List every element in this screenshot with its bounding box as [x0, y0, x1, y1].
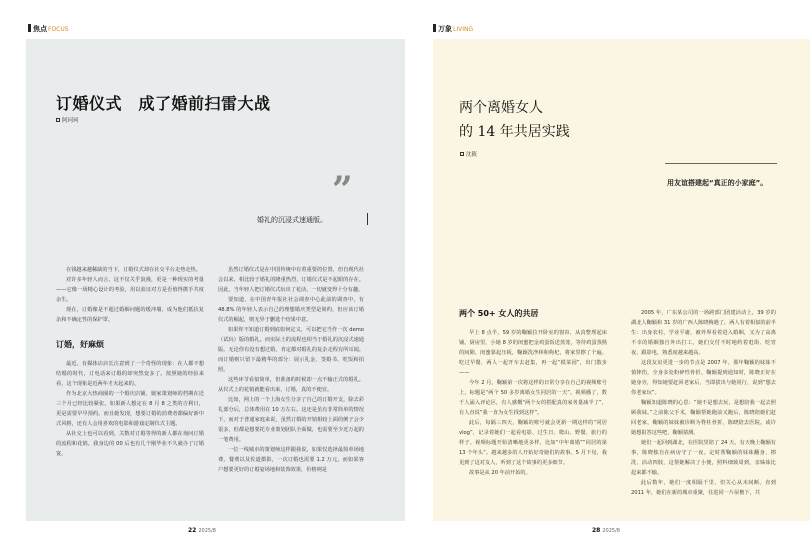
paragraph: 对许多年轻人而言，这不仅关乎浪漫，更是一种现实的考量——它像一场精心设计的考验，用以验证对方是否值得携手共度余生。 [56, 277, 204, 303]
author-square-icon [56, 118, 60, 122]
author-byline: 沈筱 [460, 150, 477, 158]
right-page [405, 0, 810, 551]
issue-date: 2025/8 [602, 528, 620, 534]
page-number: 28 [592, 527, 601, 534]
paragraph: 比如，网上的一个上海女生分享了自己的订婚开支，除去彩礼部分后，总体费用在 10 万左右。这还是虽有非常简单的情况下，而对于普通家庭来说，虽然订婚的开销相较上面的例子会少很多，但都是想要托专业策划团队全面做，也需要至少近万起的一笔费用。 [218, 397, 364, 443]
left-column-2 [218, 265, 364, 475]
quote-mark-icon: ” [332, 169, 353, 211]
right-column-1 [459, 308, 607, 478]
paragraph: 作为北京大热商圈的一个婚庆店铺，她家策划师的档期在近三个月已经比较紧张。如果新人想定在 8 月 8 之类的吉利日，更是需要早早预约。而且她发现，想要订婚的消费者都偏好新中式风格，还有人会用喜欢的电影和游戏定制仪式主题。 [56, 391, 204, 427]
paragraph: 2005 年，广东某公司的一场跨部门团建活动上，39 岁的湖北人鞠颖和 31 岁的广西人陈晓梅遇了。两人有着相似的前半生：出身农村，学业平庸，被外界看着进入婚姻，又为了高离不幸的婚姻独自外出打工。她们交付不时地约着逛街、吃宵夜、跟影电，熟悉度越来越高。 [631, 310, 776, 356]
pull-quote-bar [367, 213, 368, 225]
paragraph: 现在，订婚像是不超过婚姻问题的缓冲墙，成为他们抵抗复杂和不确定性的保护罩。 [56, 307, 204, 323]
pull-quote-rule [665, 163, 777, 164]
paragraph: 这段友谊更进一步的节点是 2007 年。那年鞠颖的妹妹不慎摔伤，全身多处粉碎性骨折。鞠颖提到通知时，陈晓正好在她身旁，得知她要赶回老家后，当即拔出与她同行，说到“想去你老家玩”。 [631, 360, 776, 396]
paragraph: 早上 8 点半，59 岁的鞠颖拉开卧室的窗帘，从真整理起床铺。厨房里，小她 8 岁的闺蜜把金鸡蛋饭送蒸笼，等待鸡蛋蒸熟的间隙，闺蜜靠起压板，鞠颖洗净林和枸杞，将家里擦了个遍。吃过早餐，两人一起开车去赶集，再一起“摸菜园”，出门散步—— [459, 330, 607, 376]
paragraph: 最近，有媒体店店长注意到了一个奇怪的现象：在人都不想结婚的时代，订电话来订婚的却突然变多了。按照她的经验来看，这个现象是近两年才火起来的。 [56, 361, 204, 387]
paragraph: 这些环节看似简单，但准备的时候却一点不输正式的婚礼。从仪式上的花销就能看出来，订婚，真的不便宜。 [218, 377, 364, 393]
paragraph: 鞠颖知道陈晓的心思：“她不是想去玩，是想陪我一起去照顾我妹。”之前陈父手术，鞠颖帮她跑前又跑后，陈晓陪她们赶回老家，鞠颖的妹妹被诊断为脊柱骨折，陈晓陪去医院。或许她想报答这些吧，鞠颖猜测。 [631, 400, 776, 436]
section-label-living: 万象LIVING [433, 24, 473, 34]
pull-quote: 婚礼的沉浸式速通版。 [257, 216, 327, 224]
paragraph: 故事是从 20 年前开始的。 [469, 470, 531, 476]
title-line: 两个离婚女人 [459, 100, 543, 116]
section-heading: 订婚，好麻烦 [56, 340, 104, 349]
section-label-focus: 焦点FOCUS [28, 24, 69, 34]
left-column-1 [56, 265, 204, 459]
article-title [459, 96, 619, 144]
author-square-icon [460, 152, 464, 156]
issue-date: 2025/8 [198, 528, 216, 534]
section-heading: 两个 50+ 女人的共居 [459, 309, 539, 318]
pull-quote: 用友谊搭建起“真正的小家庭”。 [667, 179, 768, 187]
paragraph: 一位一线城市的策划师这样跟我说，如果仅选择最简单场地费、餐费以及佐道摄影，一次订婚也需要 1.2 万元。而如果客户想要更好的订婚宴场地和装饰效果，价格则是 [218, 447, 364, 473]
paragraph: 如果你不知道订婚到底如何定义，可以把它当作一次 demo（试玩）版的婚礼。而实际上的流程也相当于婚礼的沉浸式速通版。无论你有没有想过婚，肯定都对婚礼的复杂走程有所耳闻。而订婚则只留下最精华的部分：展示礼金、签婚书、吃饭和拍照。 [218, 327, 364, 373]
author-byline: 阿珂珂 [56, 116, 79, 124]
section-bar-icon [433, 24, 436, 32]
page-footer [188, 527, 216, 534]
page-footer [592, 527, 620, 534]
paragraph: 要知道，在中国青年报社社会调查中心此前的调查中，有 48.8% 的年轻人表示自己的理想婚庆类型是简约，但应该订婚仪式的崛起，则无异于删选个结果中意。 [218, 297, 364, 323]
title-line: 的 14 年共居实践 [459, 124, 570, 140]
paragraph: 虽然订婚仪式是在中国传统中有着重要的位置，但自现代社会以来，相比较于婚礼的隆重热烈，订婚仪式是不起眼的存在。因此，当年轻人把订婚仪式玩出了花活，一切就变得十分有趣。 [218, 267, 364, 293]
paragraph: 此后数年，她们一度相隔千里，但关心从未间断。直到 2011 年，她们在新的城市重聚，住进同一片屋檐下，共 [631, 480, 776, 496]
right-column-2 [631, 308, 776, 498]
paragraph: 今年 2 月，鞠颖第一次将这样的日常分享在自己的视频账号上，标题是“两个 50 多岁离婚女生同居的一天”。视频播了，数千人涌入评论区，有人感慨“两个女的搭配真的家务量减半了”，有人直说“我一直为女生找到这样”。 [459, 380, 607, 416]
paragraph: 此后，每隔三四天，鞠颖的账号就会更新一期这样的“同居 vlog”，记录着她们一起看电影、过生日、爬山、野餐、旅行的样子。视频标题开始清晰地更多样，比如“中年离婚”“同居的第 13 个年头”。越来越多的人开始好奇她们的故事。5 月下旬，我见到了这对友人，听到了这个故事的更多细节。 [459, 420, 607, 466]
section-bar-icon [28, 24, 31, 32]
paragraph: 从社交上也可以看到，关数对订婚等得的新人都在询问订婚的流程和花销。我身边的 00 后也有几个刚毕业不久就办了订婚宴。 [56, 431, 204, 457]
paragraph: 在钱越来越稀缺的当下，订婚仪式却在社交平台走势走热。 [66, 267, 201, 273]
page-number: 22 [188, 527, 197, 534]
article-title: 订婚仪式 成了婚前扫雷大战 [56, 94, 271, 113]
paragraph: 她们一起回到湖北，在医院里陪了 24 天。有天晚上鞠颖有事，陈晓独自在病房守了一夜。定时帮鞠颖的妹妹翻身、擦洗、活动四肢，这帮她解决了小便，照料细致周到，亲姊妹比起来都不输。 [631, 440, 776, 476]
